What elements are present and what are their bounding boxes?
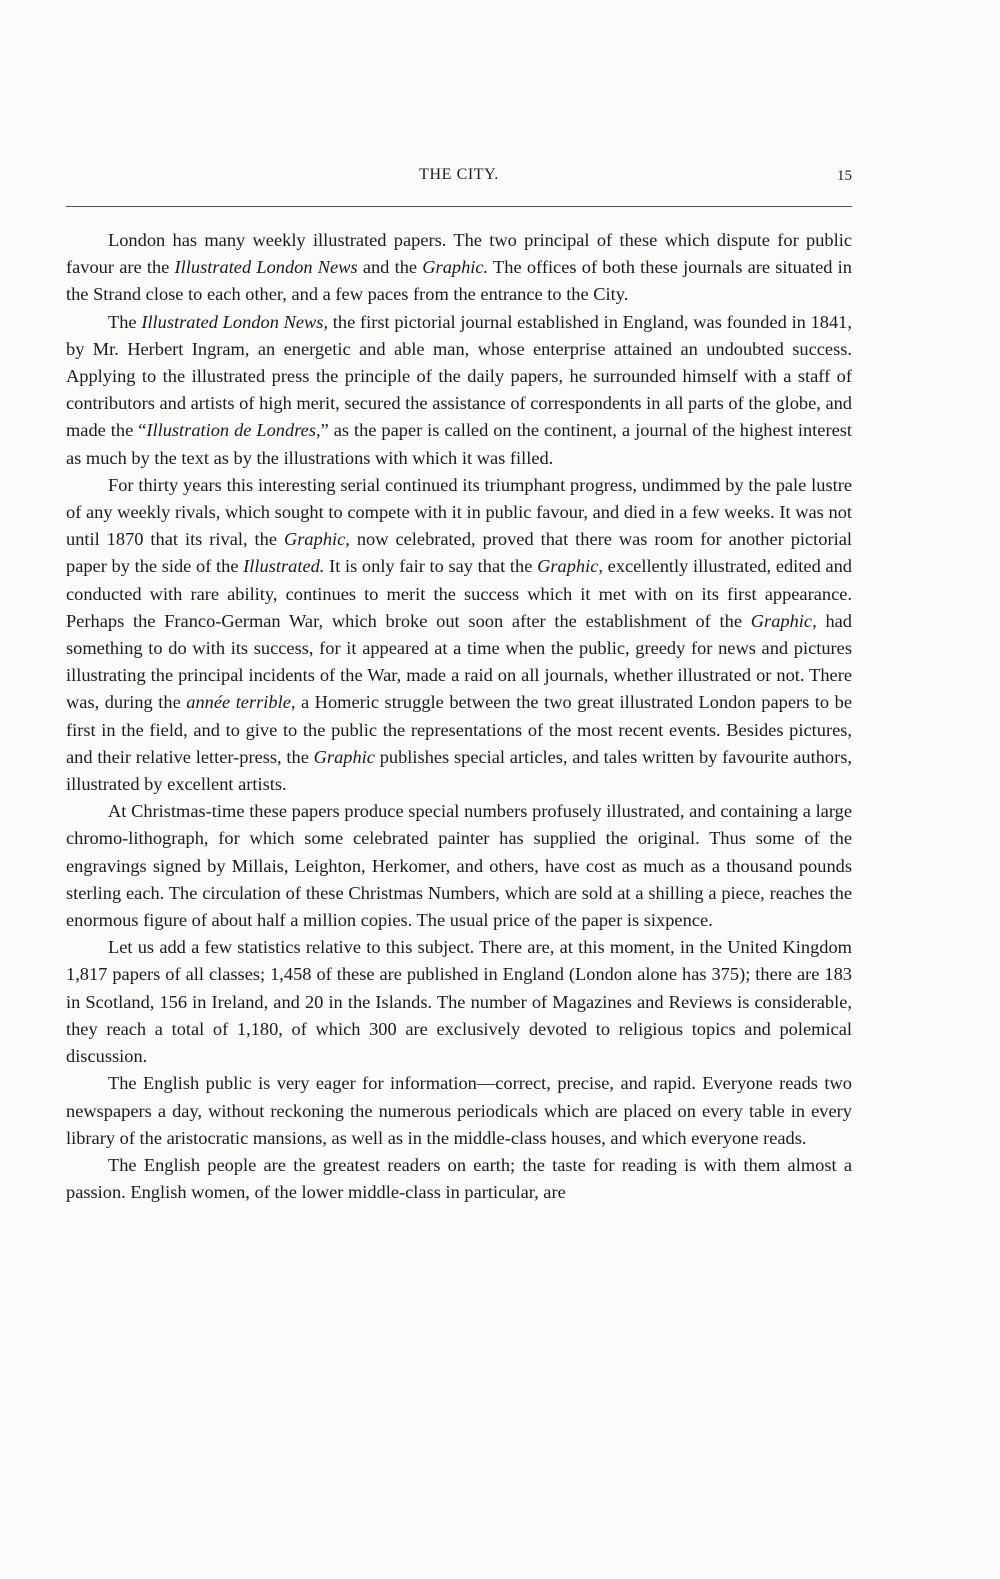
text-run: For thirty years this interesting serial continued its triumphant progress, undimmed by the pale lustre of any weekly rivals, which sought to compete with it in public favour, and died in a few weeks. It was not until 1870 that its rival, the xyxy=(66,474,852,550)
italic-text: Illustrated London News xyxy=(174,257,358,278)
paragraph xyxy=(66,227,852,309)
text-run: The English public is very eager for information—correct, precise, and rapid. Everyone reads two newspapers a day, without reckoning the numerous periodicals which are placed on every table in every library of the aristocratic mansions, as well as in the middle-class houses, and which everyone reads. xyxy=(66,1073,852,1148)
text-run: It is only fair to say that the xyxy=(324,556,538,577)
body-text xyxy=(66,227,852,1206)
italic-text: Graphic, xyxy=(537,556,603,577)
paragraph xyxy=(66,472,852,798)
text-run: ” as the paper is called on the continent, a journal of the highest interest as much by the text as by the illustrations with which it was filled. xyxy=(66,420,853,468)
text-run: publishes special articles, and tales written by favourite authors, illustrated by excellent artists. xyxy=(66,746,852,795)
italic-text: Graphic, xyxy=(283,529,350,550)
italic-text: Illustration de Londres, xyxy=(146,420,321,441)
paragraph xyxy=(66,309,852,472)
italic-text: Graphic xyxy=(313,746,375,767)
text-run: and the xyxy=(357,257,423,278)
paragraph xyxy=(66,1070,852,1152)
text-run: Let us add a few statistics relative to this subject. There are, at this moment, in the United Kingdom 1,817 papers of all classes; 1,458 of these are published in England (London alone has 375); there are 183 in Scotland, 156 in Ireland, and 20 in the Islands. The number of Magazines and Reviews is considerable, they reach a total of 1,180, of which 300 are exclusively devoted to religious topics and polemical discussion. xyxy=(66,937,852,1067)
running-head xyxy=(66,166,852,190)
text-run: the first pictorial journal established in England, was founded in 1841, by Mr. Herbert Ingram, an energetic and able man, whose enterprise attained an undoubted success. Applying to the illustrated press the principle of the daily papers, he surrounded himself with a staff of contributors and artists of high merit, secured the assistance of correspondents in all parts of the globe, and made the “ xyxy=(66,311,852,441)
text-run: The English people are the greatest readers on earth; the taste for reading is with them almost a passion. English women, of the lower middle-class in particular, are xyxy=(66,1154,852,1203)
text-run: had something to do with its success, for it appeared at a time when the public, greedy for news and pictures illustrating the principal incidents of the War, made a raid on all journals, whether illustrated or not. There was, during the xyxy=(66,610,852,713)
paragraph xyxy=(66,934,852,1070)
italic-text: Illustrated London News, xyxy=(141,311,329,332)
italic-text: Illustrated. xyxy=(243,556,325,577)
text-run: excellently illustrated, edited and conducted with rare ability, continues to merit the success which it met with on its first appearance. Perhaps the Franco-German War, which broke out soon after the establishment of the xyxy=(66,556,852,631)
text-run: a Homeric struggle between the two great illustrated London papers to be first in the field, and to give to the public the representations of the most recent events. Besides pictures, and their relative letter-press, the xyxy=(66,692,852,767)
italic-text: Graphic, xyxy=(750,610,817,631)
text-run: now celebrated, proved that there was room for another pictorial paper by the side of the xyxy=(66,529,852,577)
text-run: The xyxy=(108,311,142,332)
text-run: The offices of both these journals are situated in the Strand close to each other, and a few paces from the entrance to the City. xyxy=(66,257,852,305)
italic-text: année terrible, xyxy=(186,692,296,713)
text-run: London has many weekly illustrated papers. The two principal of these which dispute for public favour are the xyxy=(66,230,852,278)
running-title: THE CITY. xyxy=(419,166,499,183)
paragraph xyxy=(66,798,852,934)
text-run: At Christmas-time these papers produce special numbers profusely illustrated, and containing a large chromo-lithograph, for which some celebrated painter has supplied the original. Thus some of the engravings signed by Millais, Leighton, Herkomer, and others, have cost as much as a thousand pounds sterling each. The circulation of these Christmas Numbers, which are sold at a shilling a piece, reaches the enormous figure of about half a million copies. The usual price of the paper is sixpence. xyxy=(66,801,852,931)
page-number: 15 xyxy=(837,168,852,184)
header-rule xyxy=(66,206,852,207)
italic-text: Graphic. xyxy=(422,257,489,278)
paragraph xyxy=(66,1152,852,1206)
